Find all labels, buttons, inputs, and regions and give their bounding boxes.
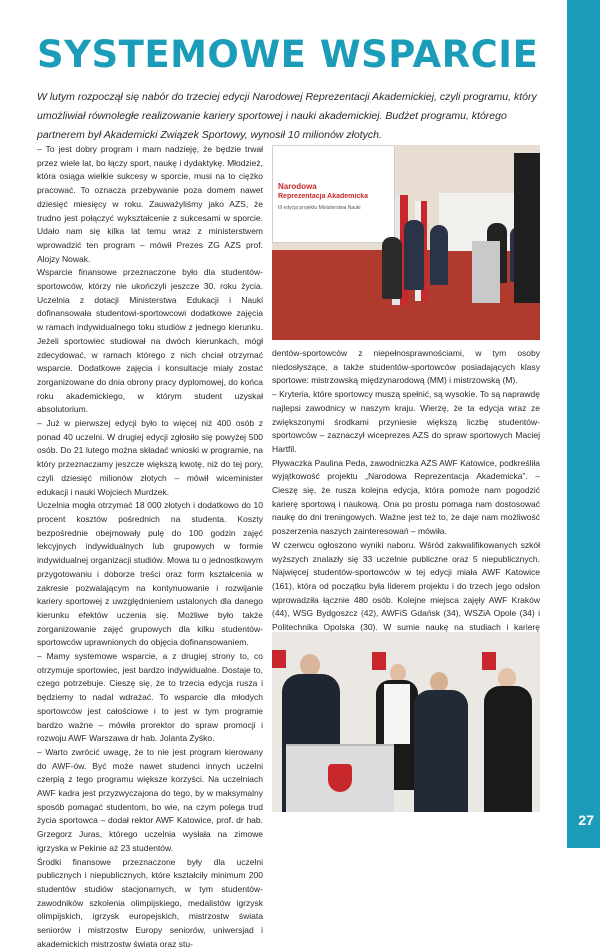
paragraph: – Warto zwrócić uwagę, że to nie jest program kierowany do AWF-ów. Być może nawet studenci innych uczelni czerpią z tego programu większe korzyści. Na uczelniach AWF kadra jest przyzwyczajona do tego, by w maksymalny sposób pomagać studentom, bo wie, na czym polega trud życia sportowca – dodał rektor AWF Katowice, prof. dr hab. Grzegorz Juras, którego uczelnia wysłała na zimowe igrzyska w Pekinie aż 23 studentów. xyxy=(37,746,263,853)
paragraph: – To jest dobry program i mam nadzieję, że będzie trwał przez wiele lat, bo łączy sport, naukę i dydaktykę. Młodzież, która osiąga wielkie sukcesy w sporcie, musi na to ciężko pracować. To oznacza przebywanie poza domem nawet dziesięć miesięcy w roku. Zauważyliśmy jako AZS, że trudno jest połączyć wykształcenie z sukcesami w sporcie. Udało nam się kilka lat temu wraz z ministerstwem wprowadzić ten program – mówił Prezes ZG AZS prof. Alojzy Nowak. xyxy=(37,144,263,264)
speakers-group-photo xyxy=(272,632,540,812)
text-column-left xyxy=(37,143,263,951)
page-edge-band xyxy=(567,0,600,848)
press-conference-photo xyxy=(272,145,540,340)
article-title: SYSTEMOWE WSPARCIE xyxy=(37,33,539,76)
screen-subtitle: III edycja projektu Ministerstwa Nauki xyxy=(278,205,361,211)
paragraph: W czerwcu ogłoszono wyniki naboru. Wśród zakwalifikowanych szkół wyższych znalazły się 33 uczelnie publiczne oraz 5 niepublicznych. Najwięcej studentów-sportowców w tej edycji miała AWF Katowice (161), która od początku była liderem projektu i do trzech jego odsłon wprowadziła łącznie 480 osób. Kolejne miejsca zajęły AWF Kraków (44), WSG Bydgoszcz (42), AWFiS Gdańsk (34), WSZiA Opole (34) i Politechnika Opolska (30). W sumie naukę na studiach i karierę xyxy=(272,539,540,633)
screen-title: Narodowa xyxy=(278,182,317,191)
paragraph: dentów-sportowców z niepełnosprawnościami, w tym osoby niedosłyszące, a także studentów-sportowców posiadających klasy sportowe: mistrzowską międzynarodową (MM) i mistrzowską (M). xyxy=(272,348,540,386)
paragraph: Środki finansowe przeznaczone były dla uczelni publicznych i niepublicznych, które kształciły minimum 200 studentów studiów stacjonarnych, w tym studentów-zawodników szkolenia olimpijskiego, medalistów igrzysk olimpijskich, igrzysk europejskich, mistrzostw świata seniorów i mistrzostw Europy seniorów, uniwersjad i akademickich mistrzostw świata oraz stu- xyxy=(37,856,263,949)
screen-title: Reprezentacja Akademicka xyxy=(278,193,369,200)
paragraph: Uczelnia mogła otrzymać 18 000 złotych i dodatkowo do 10 procent kosztów pośrednich na studenta. Koszty bezpośrednie obejmowały pulę do 100 godzin zajęć lekcyjnych indywidualnych lub grupowych w formie indywidualnej organizacji studiów. Mowa tu o jednostkowym przygotowaniu i doborze treści oraz form kształcenia w zakresie pozwalającym na kontynuowanie i rozwijanie kariery sportowej z uwzględnieniem ustalonych dla danego kierunku efektów uczenia się. Możliwe było także zorganizowanie zajęć grupowych dla kilku studentów-sportowców uprawnionych do objęcia dofinansowaniem. xyxy=(37,500,263,648)
paragraph: – Już w pierwszej edycji było to więcej niż 400 osób z ponad 40 uczelni. W drugiej edycji zgłosiło się powyżej 500 osób. Do 21 lutego można składać wnioski w programie, na który przeznaczamy jeszcze większą kwotę, niż do tej pory, czyli dziesięć milionów złotych – mówił wiceminister edukacji i nauki Wojciech Murdzek. xyxy=(37,418,263,497)
page-number: 27 xyxy=(578,812,594,828)
paragraph: – Mamy systemowe wsparcie, a z drugiej strony to, co otrzymuje sportowiec, jest bardzo indywidualne. Dostaje to, czego potrzebuje. Cieszę się, że to trzecia edycja rusza i będziemy to nadal wdrażać. To wsparcie dla młodych sportowców jest całościowe i to jest w tym programie bardzo ważne – mówiła prorektor do spraw promocji i rozwoju AWF Warszawa dr hab. Jolanta Żyśko. xyxy=(37,651,263,744)
paragraph: Wsparcie finansowe przeznaczone było dla studentów-sportowców, którzy nie ukończyli jeszcze 30. roku życia. Uczelnia z dotacji Ministerstwa Edukacji i Nauki dofinansowała studentowi-sportowcowi dodatkowe zajęcia w ramach indywidualnego toku studiów z jednego kierunku. Jeżeli sportowiec studiował na dwóch kierunkach, mógł zdecydować, w ramach którego z nich chciał otrzymać wsparcie. Dodatkowe zajęcia i konsultacje miały zostać zorganizowane do dnia obrony pracy dyplomowej, do końca roku akademickiego, w którym student uzyskał absolutorium. xyxy=(37,267,263,415)
paragraph: Pływaczka Paulina Peda, zawodniczka AZS AWF Katowice, podkreśliła wyjątkowość projektu „Narodowa Reprezentacja Akademicka”. – Cieszę się, że rusza kolejna edycja, która pomoże nam pogodzić karierę sportową i naukową. Ona po prostu pomaga nam dostosować naukę do dni treningowych. Ważne jest też to, że daje nam możliwość poszerzenia naszych zainteresowań – mówiła. xyxy=(272,457,540,537)
paragraph: – Kryteria, które sportowcy muszą spełnić, są wysokie. To są naprawdę najlepsi zawodnicy w naszym kraju. Wierzę, że ta edycja wraz ze zwiększonymi środkami przyniesie większą liczbę studentów-sportowców – zaznaczył wiceprezes AZS do spraw sportowych Maciej Hartfil. xyxy=(272,389,540,454)
article-lead: W lutym rozpoczął się nabór do trzeciej edycji Narodowej Reprezentacji Akademickiej, czyli programu, który umożliwiał równoległe realizowanie kariery sportowej i nauki akademickiej. Budżet programu, którego partnerem był Akademicki Związek Sportowy, wynosił 10 milionów złotych. xyxy=(37,91,537,141)
